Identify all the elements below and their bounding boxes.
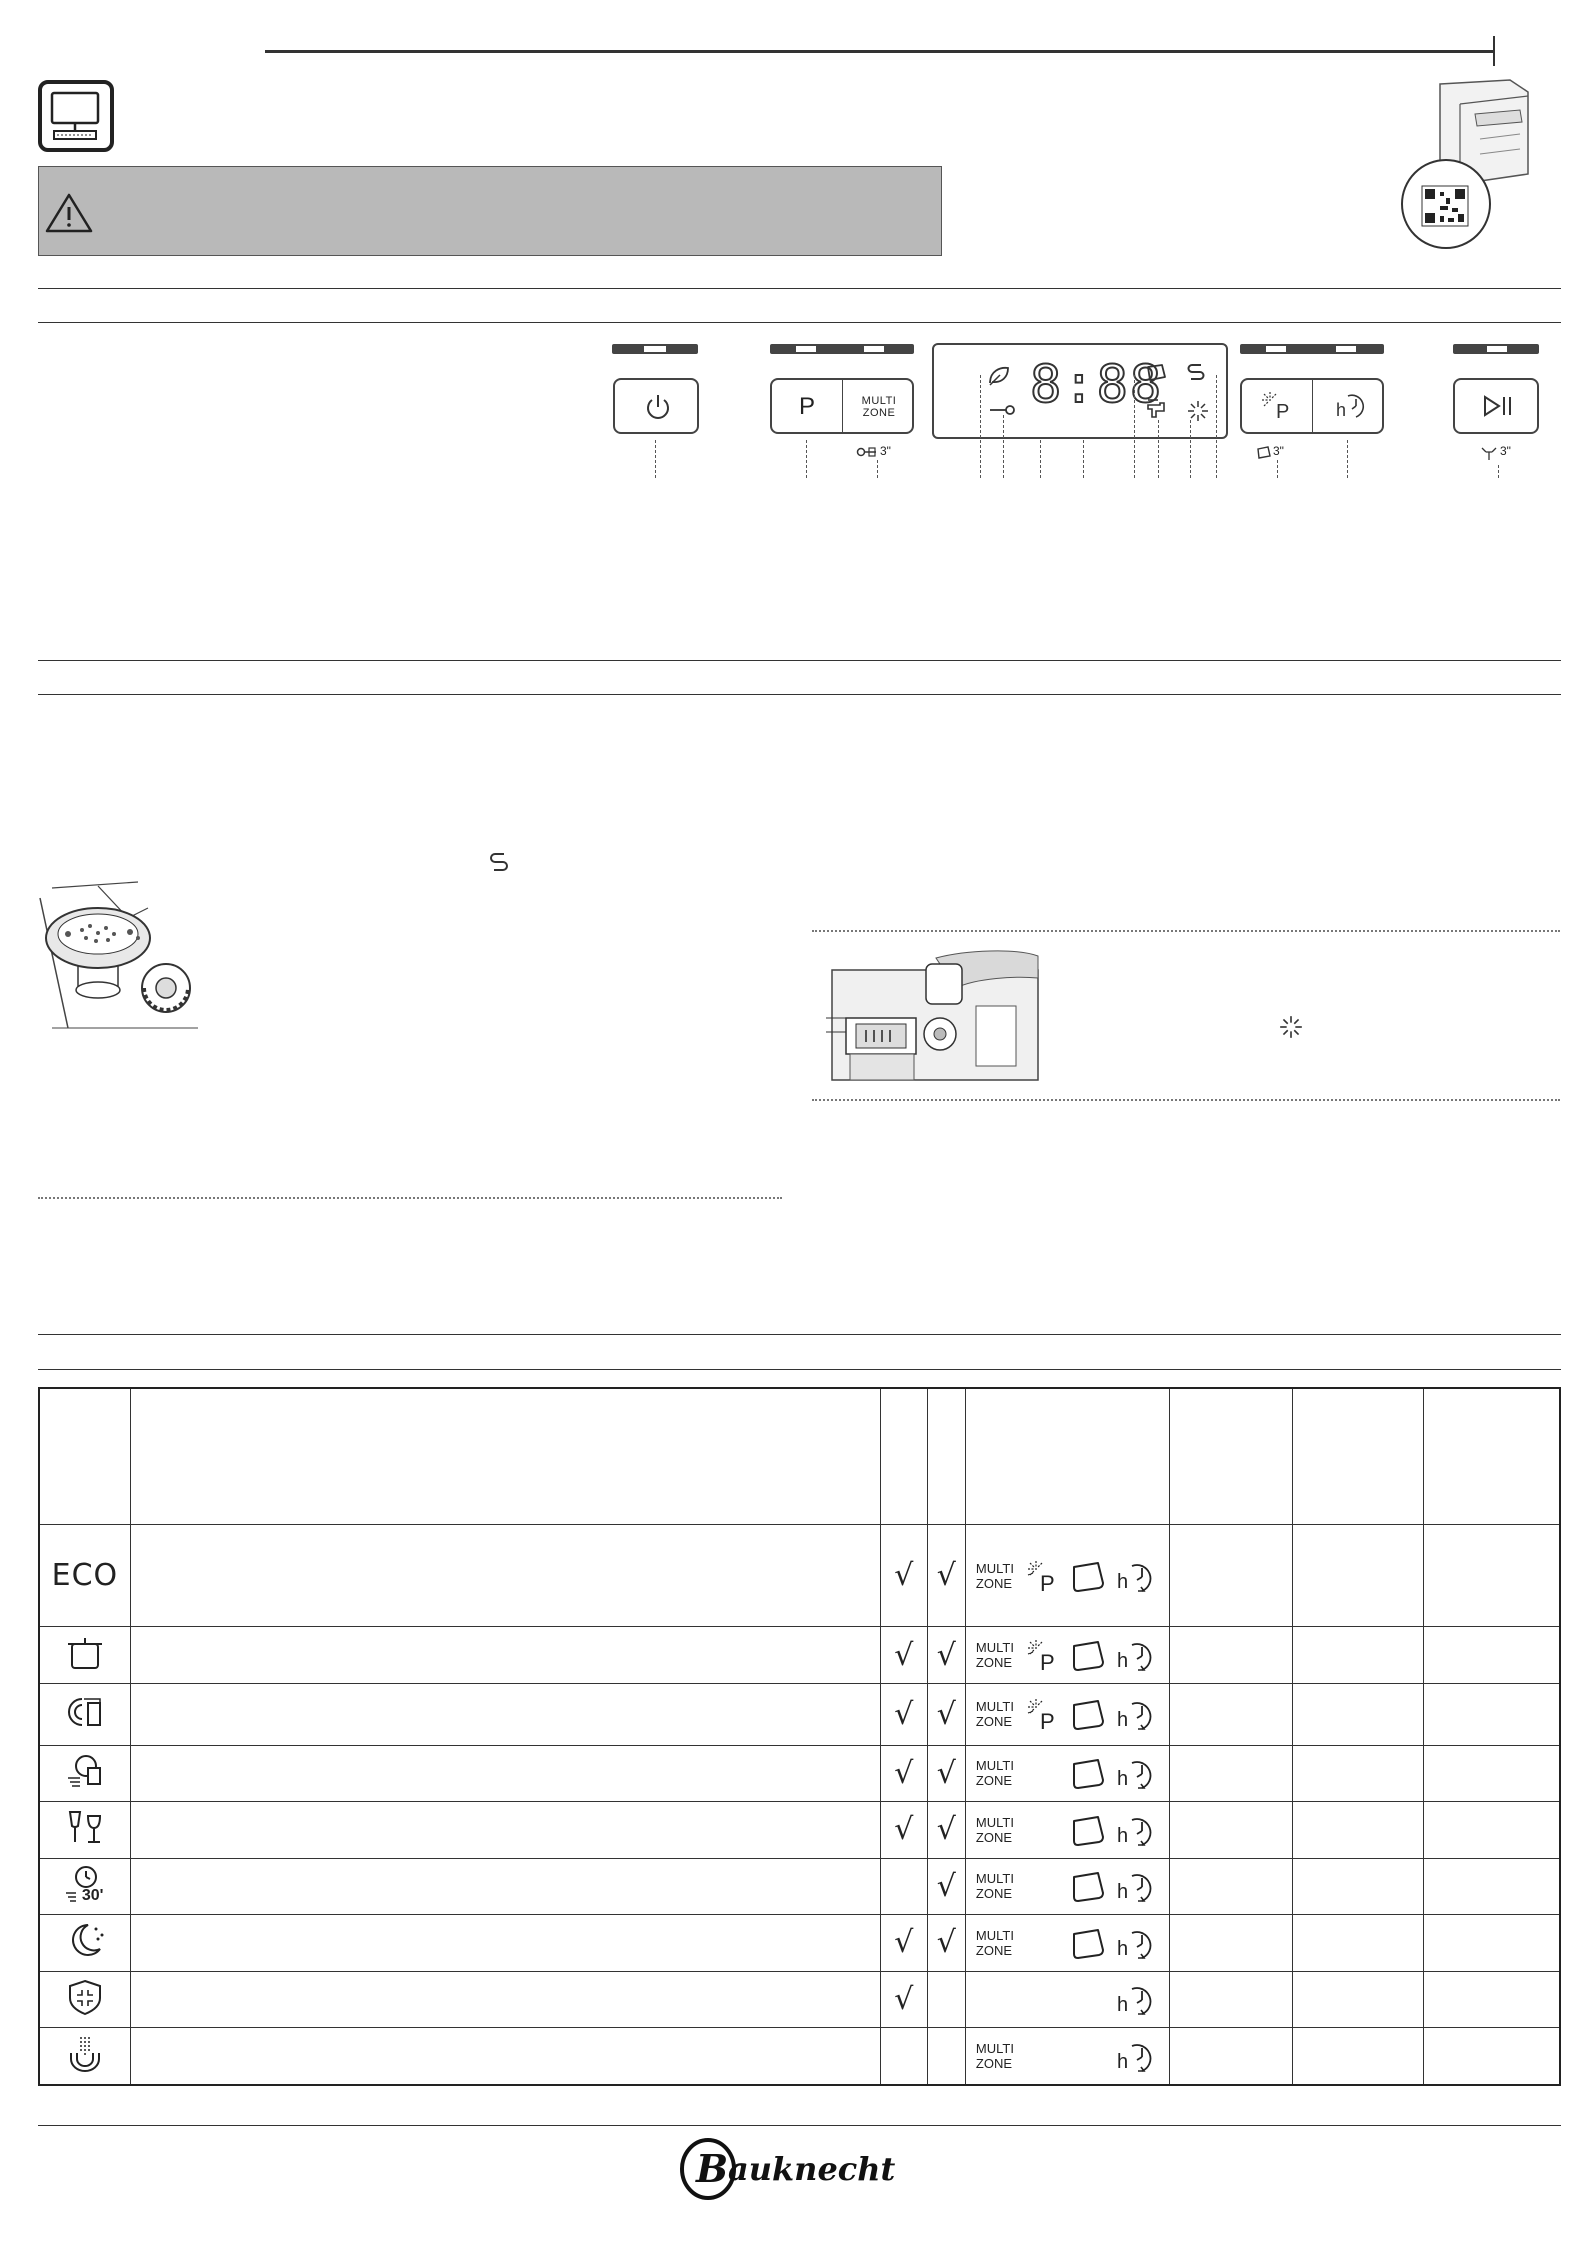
value-cell: [1170, 1627, 1292, 1684]
svg-text:h: h: [1116, 1937, 1129, 1960]
delay-start-button[interactable]: [1314, 380, 1384, 432]
header-cell: [1424, 1388, 1560, 1524]
table-row: [39, 1802, 1560, 1859]
options-indicator-bar: [1240, 344, 1384, 354]
multizone-label: MULTI ZONE: [975, 2041, 1014, 2072]
check-cell: √: [927, 1858, 965, 1915]
svg-text:h: h: [1116, 1768, 1129, 1791]
table-row: [39, 1627, 1560, 1684]
svg-text:h: h: [1336, 400, 1347, 420]
delay-start-icon: [1116, 1696, 1156, 1732]
header-cell: [39, 1388, 130, 1524]
program-description-cell: [130, 1858, 880, 1915]
svg-text:auknecht: auknecht: [728, 2150, 896, 2188]
section-rule: [38, 288, 1561, 289]
delay-start-icon: [1116, 1558, 1156, 1594]
power-clean-icon: [1026, 1559, 1060, 1593]
value-cell: [1170, 1858, 1292, 1915]
tablet-icon: [1070, 1869, 1106, 1903]
check-cell: √: [927, 1627, 965, 1684]
callout-line: [1083, 440, 1084, 478]
header-cell: [1170, 1388, 1292, 1524]
tablet-icon: [1070, 1756, 1106, 1790]
svg-text:P: P: [1039, 1570, 1055, 1593]
eco-leaf-icon: [986, 365, 1012, 387]
header-rule-end: [1493, 36, 1495, 66]
program-description-cell: [130, 1627, 880, 1684]
callout-line: [806, 440, 807, 478]
program-icon-cell: [39, 1802, 130, 1859]
delay-start-icon: [1116, 1868, 1156, 1904]
check-cell: √: [927, 1745, 965, 1802]
value-cell: [1292, 1858, 1423, 1915]
value-cell: [1170, 1683, 1292, 1745]
rinse-aid-icon: [1278, 1014, 1304, 1040]
program-description-cell: [130, 1524, 880, 1627]
check-cell: √: [927, 1802, 965, 1859]
value-cell: [1170, 1915, 1292, 1972]
program-icon-cell: [39, 1683, 130, 1745]
check-cell: [927, 1971, 965, 2028]
callout-line: [1190, 420, 1191, 478]
check-cell: [927, 2028, 965, 2085]
callout-line: [1216, 375, 1217, 478]
power-button[interactable]: [613, 378, 699, 434]
display-digits: 8:88: [1030, 355, 1164, 415]
value-cell: [1292, 2028, 1423, 2085]
program-icon-cell: [39, 2028, 130, 2085]
callout-line: [980, 375, 981, 478]
check-cell: √: [880, 1524, 927, 1627]
value-cell: [1292, 1524, 1423, 1627]
power-clean-icon: [1260, 390, 1296, 422]
program-multizone-button-group: [770, 378, 914, 434]
footer-rule: [38, 2125, 1561, 2126]
value-cell: [1424, 1627, 1560, 1684]
delay-start-icon: [1334, 390, 1368, 422]
value-cell: [1292, 1915, 1423, 1972]
check-cell: √: [880, 1683, 927, 1745]
value-cell: [1292, 1802, 1423, 1859]
value-cell: [1424, 1802, 1560, 1859]
value-cell: [1292, 1683, 1423, 1745]
options-cell: [965, 1524, 1170, 1627]
play-pause-icon: [1481, 394, 1515, 418]
section-rule: [38, 694, 1561, 695]
options-cell: [965, 1627, 1170, 1684]
eco-program-icon: ECO: [51, 1558, 119, 1594]
start-pause-button[interactable]: [1453, 378, 1539, 434]
value-cell: [1424, 1915, 1560, 1972]
program-description-cell: [130, 1745, 880, 1802]
program-table: [38, 1387, 1561, 2086]
value-cell: [1170, 1524, 1292, 1627]
delay-start-icon: [1116, 1812, 1156, 1848]
options-cell: [965, 1745, 1170, 1802]
check-cell: √: [880, 1915, 927, 1972]
multizone-label: MULTI ZONE: [975, 1814, 1014, 1845]
power-icon: [643, 392, 673, 422]
power-clean-button[interactable]: [1242, 380, 1312, 432]
salt-refill-illustration: [38, 878, 208, 1036]
start-hold-time: 3": [1500, 444, 1511, 458]
options-cell: [965, 1915, 1170, 1972]
program-icon-cell: [39, 1858, 130, 1915]
auto-program-icon: [62, 1693, 108, 1731]
monitor-icon: [38, 80, 114, 152]
key-lock-icon: [988, 403, 1016, 417]
check-cell: √: [880, 1627, 927, 1684]
check-cell: [880, 1858, 927, 1915]
multizone-button[interactable]: MULTI ZONE: [861, 395, 897, 419]
multizone-label: MULTI ZONE: [975, 1758, 1014, 1789]
svg-text:h: h: [1116, 1881, 1129, 1904]
multizone-label: MULTI ZONE: [975, 1927, 1014, 1958]
check-cell: √: [927, 1683, 965, 1745]
night-program-icon: [62, 1921, 108, 1959]
callout-line: [655, 440, 656, 478]
value-cell: [1424, 1858, 1560, 1915]
multizone-label: MULTI ZONE: [975, 1699, 1014, 1730]
program-icon-cell: [39, 1745, 130, 1802]
bauknecht-logo: [678, 2132, 920, 2202]
tablet-icon: [1070, 1638, 1106, 1672]
header-cell: [880, 1388, 927, 1524]
program-button[interactable]: P: [798, 393, 815, 420]
glass-program-icon: [62, 1808, 108, 1846]
dishwasher-qr-illustration: [1400, 74, 1530, 254]
tablet-hold-icon: [1256, 446, 1272, 465]
tablet-icon: [1070, 1559, 1106, 1593]
prewash-program-icon: [62, 2035, 108, 2073]
svg-text:h: h: [1116, 1824, 1129, 1847]
intensive-pot-icon: [62, 1634, 108, 1672]
tablet-icon: [1070, 1926, 1106, 1960]
warning-box: [38, 166, 942, 256]
power-indicator-bar: [612, 344, 698, 354]
value-cell: [1424, 1971, 1560, 2028]
value-cell: [1424, 2028, 1560, 2085]
header-cell: [965, 1388, 1170, 1524]
key-hold-icon: [856, 445, 878, 464]
salt-icon: [1186, 361, 1206, 381]
check-cell: √: [927, 1915, 965, 1972]
rinse-aid-refill-illustration: [826, 948, 1052, 1088]
warning-triangle-icon: [44, 193, 94, 233]
program-indicator-bar: [770, 344, 914, 354]
program-icon-cell: [39, 1915, 130, 1972]
dotted-separator: [38, 1197, 782, 1199]
salt-icon: [488, 850, 510, 874]
check-cell: [880, 2028, 927, 2085]
svg-text:h: h: [1116, 2051, 1129, 2074]
multizone-label: MULTI ZONE: [975, 1640, 1014, 1671]
value-cell: [1424, 1745, 1560, 1802]
delay-start-icon: [1116, 1981, 1156, 2017]
svg-text:h: h: [1116, 1994, 1129, 2017]
table-row: [39, 1971, 1560, 2028]
table-row: [39, 1524, 1560, 1627]
options-cell: [965, 1858, 1170, 1915]
header-cell: [927, 1388, 965, 1524]
value-cell: [1170, 1802, 1292, 1859]
delay-start-icon: [1116, 1637, 1156, 1673]
table-row: [39, 1683, 1560, 1745]
options-cell: [965, 1683, 1170, 1745]
options-cell: [965, 1971, 1170, 2028]
check-cell: √: [880, 1802, 927, 1859]
daily-program-icon: [62, 1752, 108, 1790]
svg-text:P: P: [1039, 1709, 1055, 1732]
tablet-icon: [1070, 1813, 1106, 1847]
table-header-row: [39, 1388, 1560, 1524]
sanitizing-program-icon: [62, 1978, 108, 2016]
value-cell: [1292, 1627, 1423, 1684]
svg-text:h: h: [1116, 1650, 1129, 1673]
callout-line: [1040, 440, 1041, 478]
check-cell: √: [927, 1524, 965, 1627]
callout-line: [1158, 420, 1159, 478]
header-rule: [265, 50, 1495, 53]
options-cell: [965, 2028, 1170, 2085]
program-icon-cell: [39, 1627, 130, 1684]
table-row: [39, 2028, 1560, 2085]
callout-line: [1003, 415, 1004, 478]
section-rule: [38, 1334, 1561, 1335]
check-cell: √: [880, 1971, 927, 2028]
tablet-hold-time: 3": [1273, 444, 1284, 458]
svg-text:h: h: [1116, 1570, 1129, 1593]
program-description-cell: [130, 1915, 880, 1972]
program-description-cell: [130, 1802, 880, 1859]
display-panel: [932, 343, 1228, 439]
value-cell: [1424, 1524, 1560, 1627]
header-cell: [130, 1388, 880, 1524]
delay-start-icon: [1116, 2038, 1156, 2074]
delay-start-icon: [1116, 1925, 1156, 1961]
multizone-hold-time: 3": [880, 444, 891, 458]
program-icon-cell: [39, 1971, 130, 2028]
table-row: [39, 1858, 1560, 1915]
section-rule: [38, 322, 1561, 323]
callout-line: [1498, 465, 1499, 478]
svg-text:B: B: [696, 2146, 729, 2191]
svg-text:P: P: [1276, 401, 1290, 422]
dotted-separator: [812, 930, 1560, 932]
tablet-icon: [1070, 1697, 1106, 1731]
tablet-icon: [1144, 363, 1168, 383]
svg-text:P: P: [1039, 1650, 1055, 1673]
section-rule: [38, 660, 1561, 661]
header-cell: [1292, 1388, 1423, 1524]
program-icon-cell: [39, 1524, 130, 1627]
value-cell: [1170, 1745, 1292, 1802]
start-indicator-bar: [1453, 344, 1539, 354]
options-button-group: [1240, 378, 1384, 434]
value-cell: [1170, 1971, 1292, 2028]
callout-line: [1134, 375, 1135, 478]
multizone-label: MULTI ZONE: [975, 1871, 1014, 1902]
callout-line: [1277, 460, 1278, 478]
program-description-cell: [130, 2028, 880, 2085]
check-cell: √: [880, 1745, 927, 1802]
value-cell: [1292, 1745, 1423, 1802]
value-cell: [1292, 1971, 1423, 2028]
dotted-separator: [812, 1099, 1560, 1101]
section-rule: [38, 1369, 1561, 1370]
power-clean-icon: [1026, 1697, 1060, 1731]
program-description-cell: [130, 1971, 880, 2028]
power-clean-icon: [1026, 1638, 1060, 1672]
delay-start-icon: [1116, 1755, 1156, 1791]
callout-line: [1347, 440, 1348, 478]
multizone-label: MULTI ZONE: [975, 1560, 1014, 1591]
value-cell: [1424, 1683, 1560, 1745]
reset-hold-icon: [1480, 446, 1498, 467]
options-cell: [965, 1802, 1170, 1859]
table-row: [39, 1915, 1560, 1972]
program-description-cell: [130, 1683, 880, 1745]
program-icon-label: 30': [81, 1886, 104, 1904]
table-row: [39, 1745, 1560, 1802]
svg-text:h: h: [1116, 1709, 1129, 1732]
value-cell: [1170, 2028, 1292, 2085]
